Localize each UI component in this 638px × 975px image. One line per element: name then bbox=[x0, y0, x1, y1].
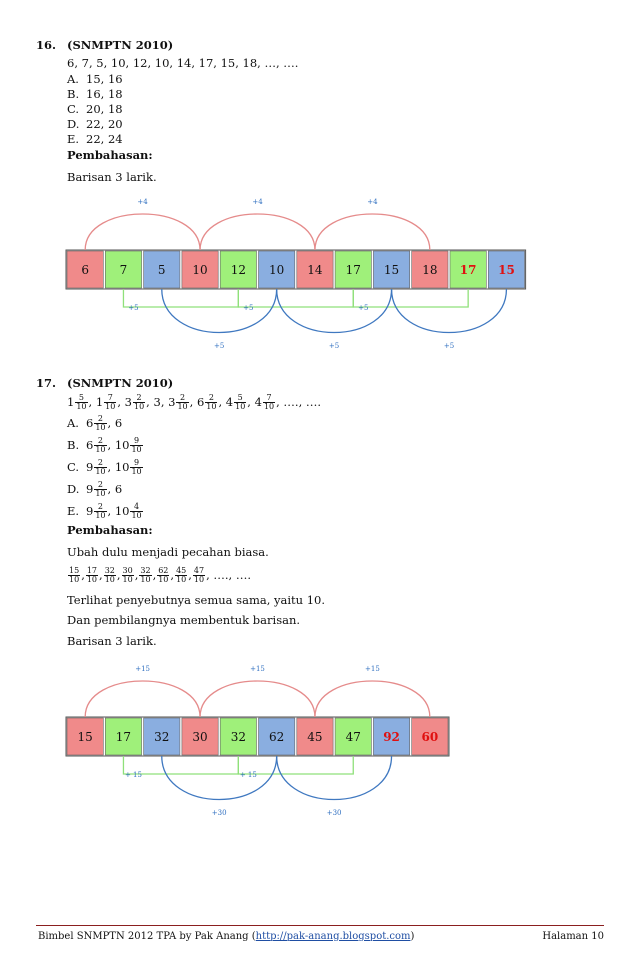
q17-source: (SNMPTN 2010) bbox=[67, 376, 174, 390]
sequence-cell-value: 60 bbox=[421, 730, 439, 744]
arc-label: +30 bbox=[211, 809, 227, 817]
arc-label: +4 bbox=[252, 198, 263, 206]
sequence-cell-value: 92 bbox=[383, 730, 400, 744]
sequence-cell-value: 10 bbox=[192, 263, 208, 277]
q17-option-b: B. 6 $\frac{2}{10}$ , 10 $\frac{9}{10}$ bbox=[67, 435, 142, 454]
sequence-cell-value: 17 bbox=[115, 730, 132, 744]
q16-discussion-label: Pembahasan: bbox=[67, 148, 153, 162]
q17-line-3: Dan pembilangnya membentuk barisan. bbox=[67, 613, 301, 627]
q17-line-2: Terlihat penyebutnya semua sama, yaitu 10. bbox=[67, 593, 326, 607]
q17-fraction-list: $\frac{15}{10}$ , $\frac{17}{10}$ , $\frac{32}{10}$ , $\frac{30}{10}$ , $\frac{32}{10}$ , $\frac{62}{10}$ , $\frac{45}{10}$ , $\frac{47}{10}$ , …., …. bbox=[69, 565, 252, 584]
sequence-cell-value: 47 bbox=[345, 730, 361, 744]
sequence-tail: , …., …. bbox=[276, 395, 322, 409]
footer-prefix: Bimbel SNMPTN 2012 TPA by Pak Anang ( bbox=[38, 931, 256, 942]
option-letter: B. bbox=[67, 438, 80, 452]
q17-option-e: E. 9 $\frac{2}{10}$ , 10 $\frac{4}{10}$ bbox=[67, 501, 142, 520]
q16-source: (SNMPTN 2010) bbox=[67, 38, 174, 52]
red-arc bbox=[85, 681, 200, 717]
sequence-cell-value: 10 bbox=[269, 263, 285, 277]
mixed-number: 4 $\frac{5}{10}$ bbox=[225, 392, 246, 411]
sequence-cell-value: 32 bbox=[230, 730, 246, 744]
option-letter: D. bbox=[67, 482, 80, 496]
option-letter: E. bbox=[67, 132, 80, 146]
fraction: $\frac{62}{10}$ bbox=[158, 565, 169, 584]
option-text: 22, 24 bbox=[86, 132, 123, 146]
sequence-cell-value: 15 bbox=[77, 730, 93, 744]
footer-suffix: ) bbox=[410, 931, 415, 942]
arc-label: +15 bbox=[365, 665, 380, 673]
footer-rule bbox=[36, 925, 604, 926]
sequence-cell-value: 5 bbox=[157, 263, 166, 277]
mixed-number: 1 $\frac{7}{10}$ bbox=[95, 392, 116, 411]
sequence-cell-value: 7 bbox=[119, 263, 128, 277]
fraction: $\frac{32}{10}$ bbox=[140, 565, 151, 584]
q17-line-4: Barisan 3 larik. bbox=[67, 634, 157, 648]
sequence-cell-value: 45 bbox=[307, 730, 323, 744]
fraction-tail: , …., …. bbox=[206, 568, 252, 582]
option-letter: B. bbox=[67, 87, 80, 101]
q17-option-a: A. 6 $\frac{2}{10}$ , 6 bbox=[67, 413, 123, 432]
footer-left bbox=[38, 931, 414, 942]
page-number: Halaman 10 bbox=[542, 931, 604, 942]
arc-label: +15 bbox=[250, 665, 265, 673]
sequence-cell-value: 62 bbox=[269, 730, 285, 744]
option-letter: E. bbox=[67, 504, 80, 518]
sequence-cell-value: 17 bbox=[459, 263, 477, 277]
red-arc bbox=[315, 681, 430, 717]
sequence-cell-value: 15 bbox=[498, 263, 515, 277]
arc-label: +5 bbox=[214, 342, 225, 350]
bracket-label: +5 bbox=[358, 304, 369, 312]
sequence-cell-value: 32 bbox=[154, 730, 170, 744]
red-arc bbox=[200, 681, 315, 717]
whole-number: 3 bbox=[153, 395, 161, 409]
arc-label: +30 bbox=[326, 809, 342, 817]
mixed-number: 4 $\frac{7}{10}$ bbox=[254, 392, 275, 411]
sequence-cell-value: 12 bbox=[230, 263, 246, 277]
q17-line-1: Ubah dulu menjadi pecahan biasa. bbox=[67, 545, 269, 559]
mixed-number: 3 $\frac{2}{10}$ bbox=[124, 392, 145, 411]
fraction: $\frac{32}{10}$ bbox=[104, 565, 115, 584]
option-letter: C. bbox=[67, 460, 80, 474]
arc-label: +5 bbox=[328, 342, 340, 350]
option-text: 15, 16 bbox=[86, 72, 123, 86]
arc-label: +4 bbox=[137, 198, 148, 206]
fraction: $\frac{30}{10}$ bbox=[122, 565, 133, 584]
fraction: $\frac{15}{10}$ bbox=[69, 565, 80, 584]
sequence-cell-value: 15 bbox=[383, 263, 400, 277]
sequence-cell-value: 17 bbox=[345, 263, 361, 277]
option-letter: C. bbox=[67, 102, 80, 116]
q17-option-d: D. 9 $\frac{2}{10}$ , 6 bbox=[67, 479, 123, 498]
bracket-label: +5 bbox=[243, 304, 254, 312]
sequence-cell-value: 14 bbox=[307, 263, 323, 277]
blue-arc bbox=[162, 756, 277, 800]
q16-note: Barisan 3 larik. bbox=[67, 170, 157, 184]
arc-label: +5 bbox=[443, 342, 455, 350]
option-letter: A. bbox=[67, 72, 79, 86]
option-text: 16, 18 bbox=[86, 87, 123, 101]
sequence-cell-value: 18 bbox=[422, 263, 438, 277]
arc-label: +4 bbox=[367, 198, 378, 206]
q16-sequence: 6, 7, 5, 10, 12, 10, 14, 17, 15, 18, …, …. bbox=[67, 56, 299, 70]
sequence-cell-value: 6 bbox=[81, 263, 89, 277]
option-text: 20, 18 bbox=[86, 102, 123, 116]
q17-option-c: C. 9 $\frac{2}{10}$ , 10 $\frac{9}{10}$ bbox=[67, 457, 142, 476]
mixed-number: 1 $\frac{5}{10}$ bbox=[67, 392, 87, 411]
q16-number: 16. bbox=[36, 38, 57, 52]
q17-number: 17. bbox=[36, 376, 57, 390]
bracket-label: +5 bbox=[128, 304, 139, 312]
option-text: 22, 20 bbox=[86, 117, 123, 131]
q17-sequence: 1 $\frac{5}{10}$ , 1 $\frac{7}{10}$ , 3 $\frac{2}{10}$ , 3 , 3 $\frac{2}{10}$ , 6 $\frac{2}{10}$ , 4 $\frac{5}{10}$ , 4 $\frac{7}{10}$ , …., …. bbox=[67, 392, 322, 411]
mixed-number: 6 $\frac{2}{10}$ bbox=[196, 392, 217, 411]
footer-link[interactable]: http://pak-anang.blogspot.com bbox=[255, 931, 411, 942]
fraction: $\frac{45}{10}$ bbox=[176, 565, 187, 584]
arc-label: +15 bbox=[135, 665, 150, 673]
bracket-label: + 15 bbox=[124, 771, 142, 779]
blue-arc bbox=[277, 756, 392, 800]
option-letter: A. bbox=[67, 416, 79, 430]
option-letter: D. bbox=[67, 117, 80, 131]
sequence-cell-value: 30 bbox=[192, 730, 208, 744]
q17-discussion-label: Pembahasan: bbox=[67, 523, 153, 537]
mixed-number: 3 $\frac{2}{10}$ bbox=[168, 392, 188, 411]
fraction: $\frac{47}{10}$ bbox=[193, 565, 205, 584]
bracket-label: + 15 bbox=[239, 771, 257, 779]
fraction: $\frac{17}{10}$ bbox=[86, 565, 98, 584]
